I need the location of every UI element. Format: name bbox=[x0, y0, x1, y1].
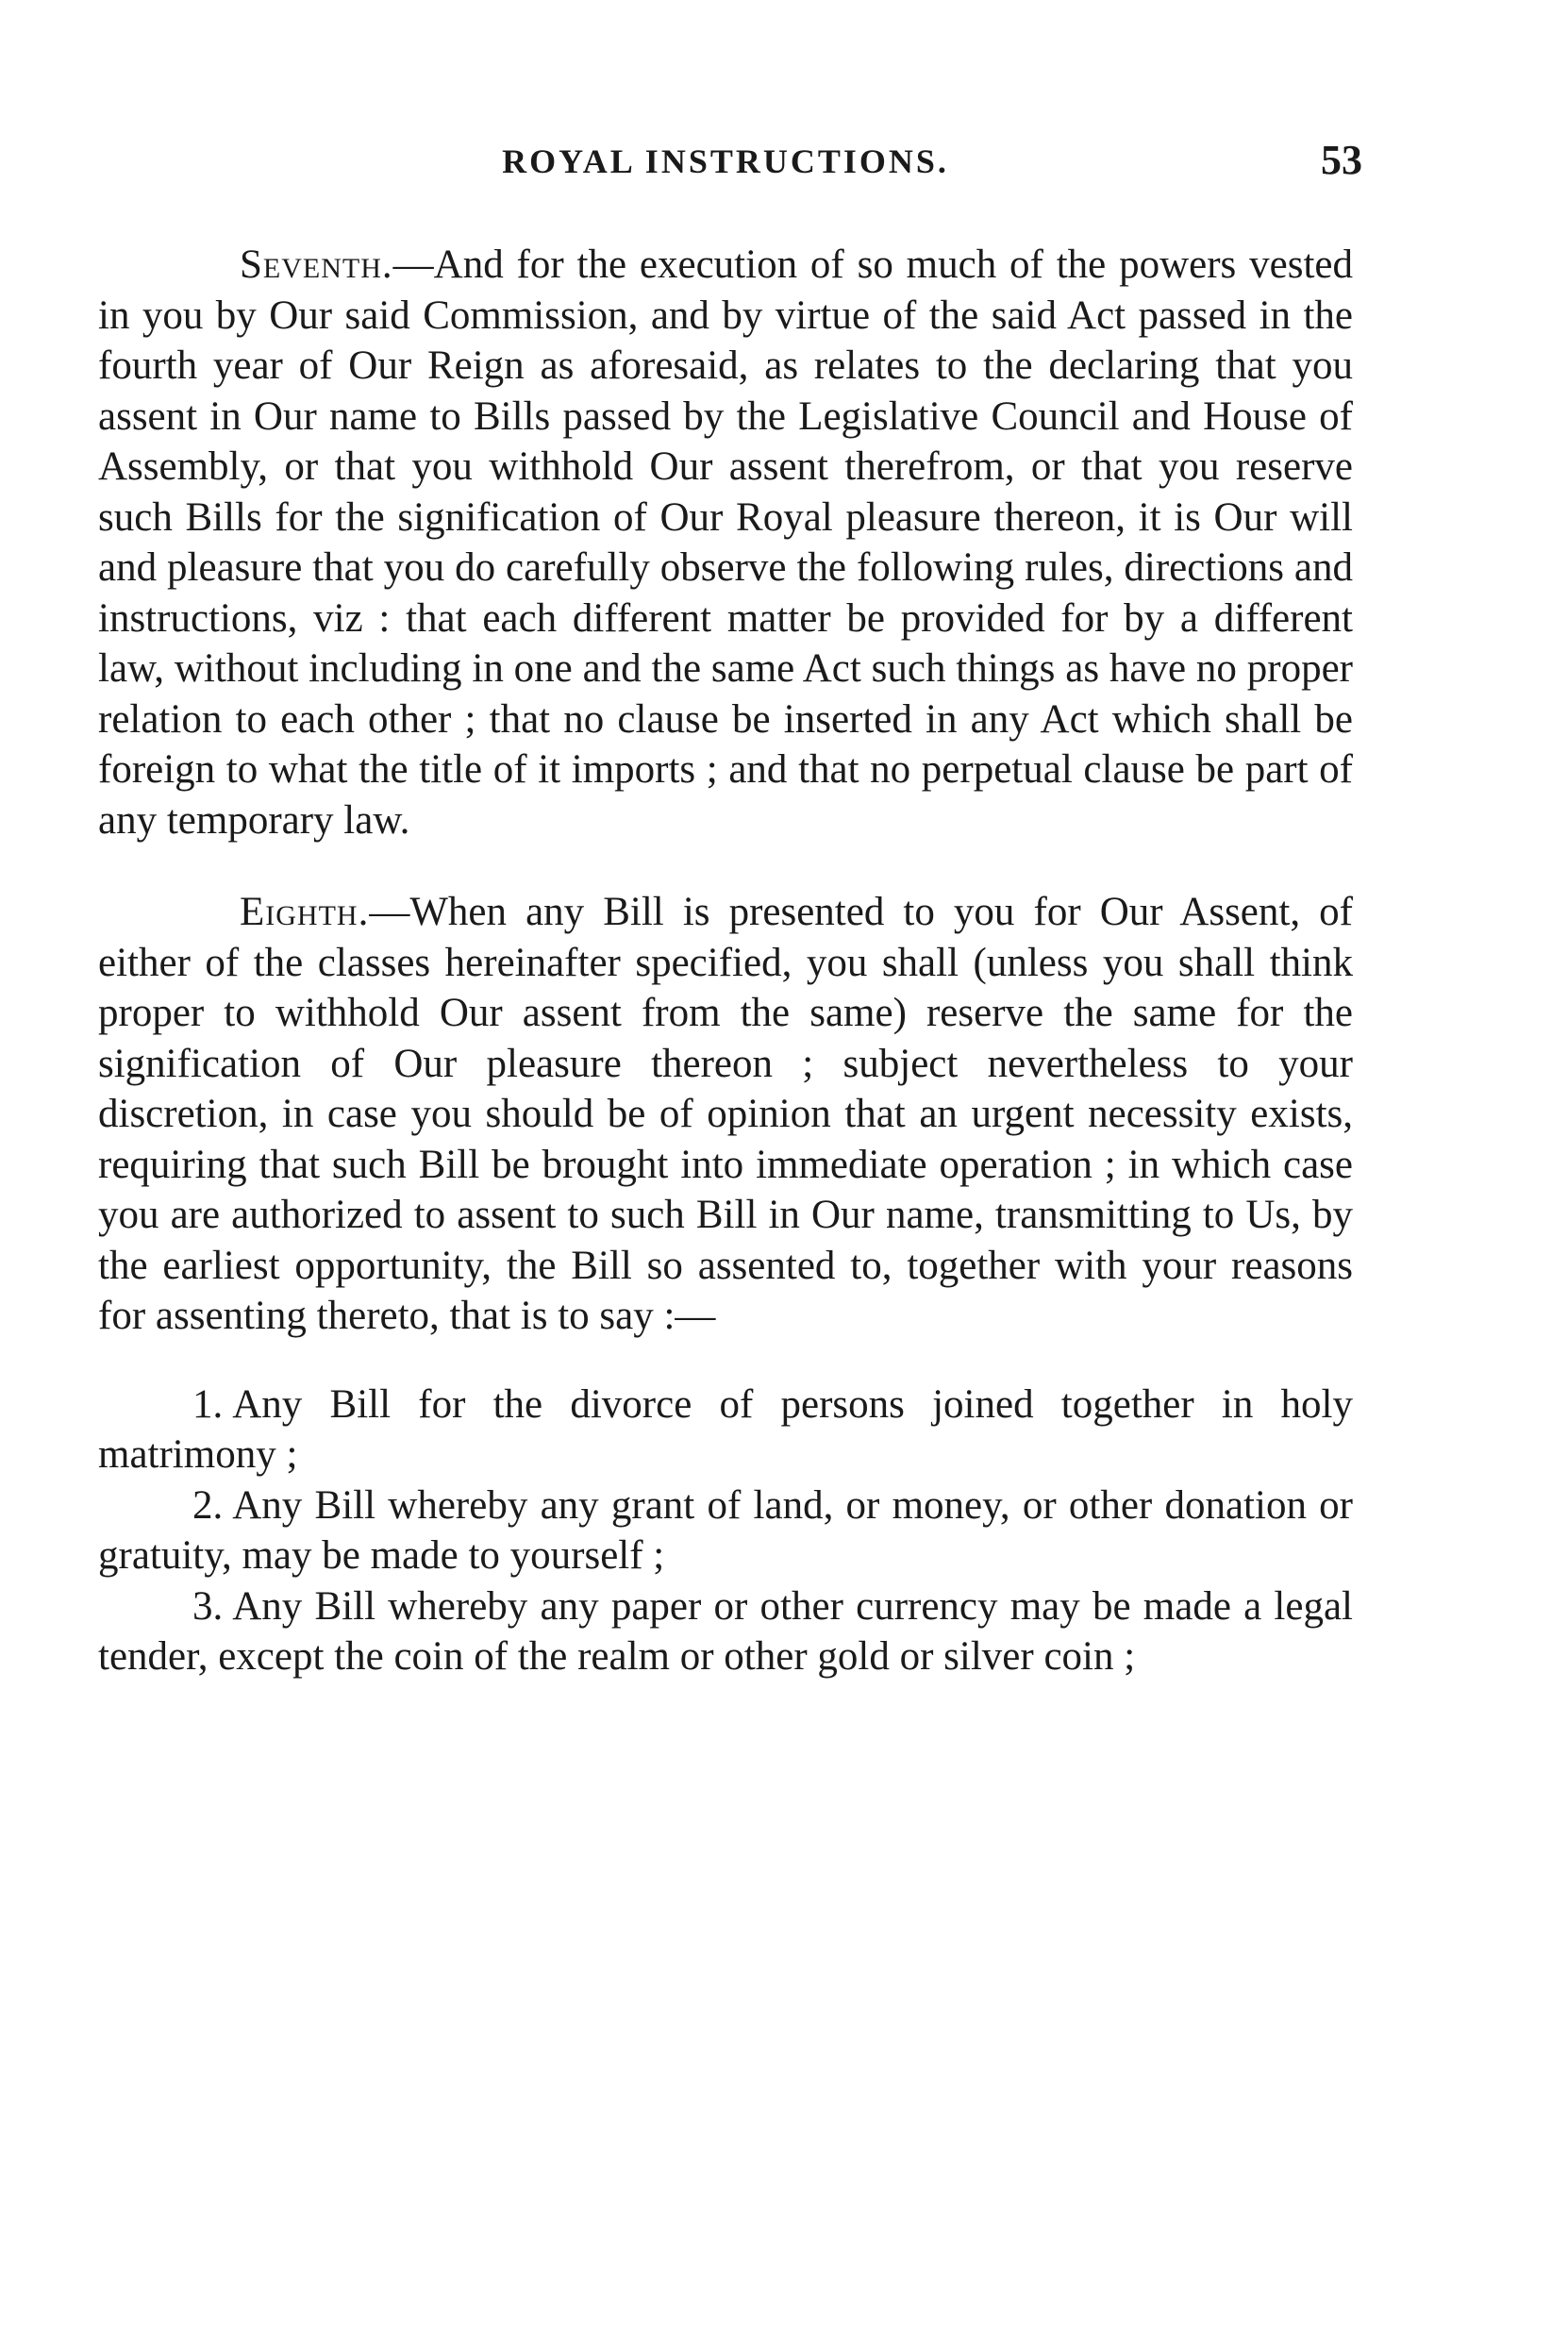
list-item bbox=[98, 1380, 1353, 1480]
running-head bbox=[98, 137, 1362, 200]
list-item-text: Any Bill whereby any grant of land, or money, or other donation or gratuity, may be made to yourself ; bbox=[98, 1482, 1353, 1578]
paragraph-body: —When any Bill is presented to you for Our Assent, of either of the classes hereinafter specified, you shall (unless you shall think proper to withhold Our assent from the same) reserve the same for the signification of Our pleasure thereon ; subject nevertheless to your discretion, in case you should be of opinion that an urgent necessity exists, requiring that such Bill be brought into immediate operation ; in which case you are authorized to assent to such Bill in Our name, transmitting to Us, by the earliest opportunity, the Bill so assented to, together with your reasons for assenting thereto, that is to say :— bbox=[98, 890, 1353, 1338]
list-item-number: 3. bbox=[192, 1583, 224, 1629]
paragraph-lead: Seventh. bbox=[240, 243, 393, 287]
page-number: 53 bbox=[1321, 137, 1362, 183]
paragraph-eighth bbox=[98, 887, 1353, 1342]
running-title: ROYAL INSTRUCTIONS. bbox=[502, 142, 949, 180]
list-item-number: 1. bbox=[192, 1381, 224, 1427]
list-item-number: 2. bbox=[192, 1482, 224, 1528]
book-page bbox=[98, 137, 1362, 1682]
paragraph-body: —And for the execution of so much of the powers vested in you by Our said Commission, and by virtue of the said Act passed in the fourth year of Our Reign as aforesaid, as relates to the declaring that you assent in Our name to Bills passed by the Legislative Council and House of Assembly, or that you withhold Our assent therefrom, or that you reserve such Bills for the signification of Our Royal pleasure thereon, it is Our will and pleasure that you do carefully observe the following rules, directions and instructions, viz : that each different matter be provided for by a different law, without including in one and the same Act such things as have no proper relation to each other ; that no clause be inserted in any Act which shall be foreign to what the title of it imports ; and that no perpetual clause be part of any temporary law. bbox=[98, 243, 1353, 843]
list-item bbox=[98, 1581, 1353, 1682]
list-item bbox=[98, 1480, 1353, 1581]
paragraph-lead: Eighth. bbox=[240, 890, 370, 934]
list-item-text: Any Bill whereby any paper or other currency may be made a legal tender, except the coin of the realm or other gold or silver coin ; bbox=[98, 1583, 1353, 1679]
paragraph-seventh bbox=[98, 240, 1353, 845]
list-item-text: Any Bill for the divorce of persons joined together in holy matrimony ; bbox=[98, 1381, 1353, 1477]
numbered-list bbox=[98, 1380, 1353, 1682]
